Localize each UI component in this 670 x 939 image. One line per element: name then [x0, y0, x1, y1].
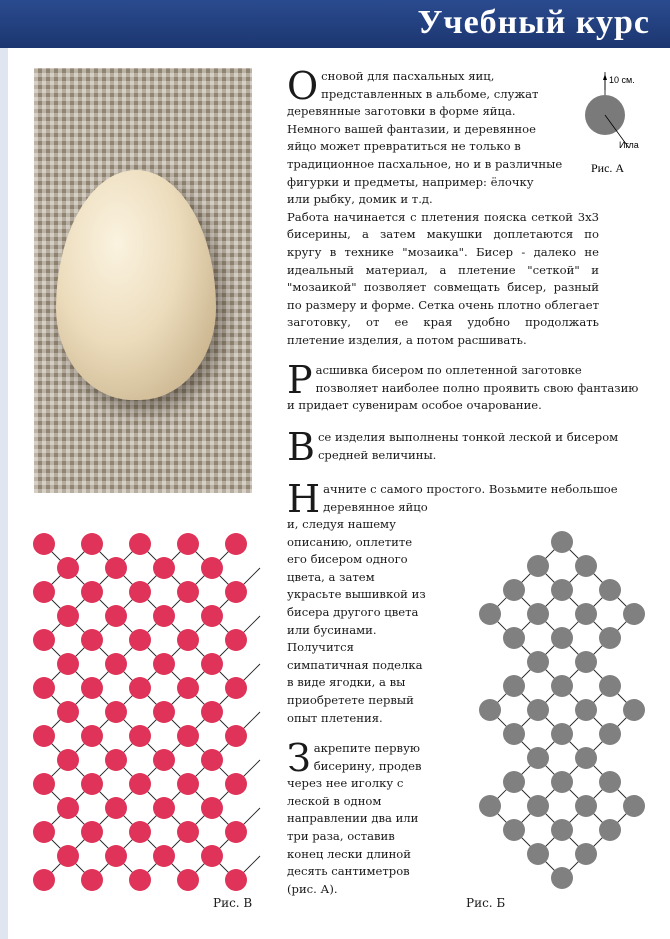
bead	[105, 749, 127, 771]
bead	[129, 725, 151, 747]
text-line: фигурки и предметы, например: ёлочку	[287, 174, 534, 189]
bead	[57, 605, 79, 627]
text-line: украсьте вышивкой из	[287, 587, 426, 602]
bead	[129, 581, 151, 603]
text-line: бисерину, продев	[313, 758, 422, 773]
materials-lines	[287, 425, 627, 469]
start-paragraph-wide	[287, 477, 627, 521]
bead	[105, 845, 127, 867]
text-line: конец лески длиной	[287, 846, 411, 861]
bead	[527, 795, 549, 817]
text-line: (рис. А).	[287, 881, 338, 896]
figure-v-caption: Рис. В	[213, 896, 253, 910]
bead	[81, 581, 103, 603]
wooden-egg	[56, 170, 216, 400]
bead	[129, 677, 151, 699]
bead	[551, 867, 573, 889]
start-lines-wide	[287, 477, 627, 521]
bead	[201, 701, 223, 723]
bead	[33, 773, 55, 795]
text-line: симпатичная поделка	[287, 657, 423, 672]
embroidery-paragraph	[287, 358, 642, 415]
figure-b-diagram	[462, 528, 662, 908]
bead	[527, 843, 549, 865]
text-line: Немного вашей фантазии, и деревянное	[287, 121, 536, 136]
bead	[527, 747, 549, 769]
text-line: его бисером одного	[287, 552, 408, 567]
figure-v-diagram	[28, 528, 268, 908]
bead	[81, 629, 103, 651]
bead	[479, 603, 501, 625]
bead	[225, 821, 247, 843]
start-lines-narrow	[287, 516, 431, 727]
bead	[105, 653, 127, 675]
bead	[81, 533, 103, 555]
bead	[33, 629, 55, 651]
figure-b-caption: Рис. Б	[466, 896, 506, 910]
bead	[177, 821, 199, 843]
bead	[599, 819, 621, 841]
page-title: Учебный курс	[417, 4, 650, 41]
bead	[201, 557, 223, 579]
bead	[575, 651, 597, 673]
fix-bead-paragraph	[287, 736, 427, 898]
bead	[177, 773, 199, 795]
bead	[503, 723, 525, 745]
bead	[225, 773, 247, 795]
text-line: или бусинами.	[287, 622, 377, 637]
bead	[479, 795, 501, 817]
bead	[105, 605, 127, 627]
materials-paragraph	[287, 425, 627, 469]
text-line: приобретете первый	[287, 692, 414, 707]
dropcap: В	[287, 425, 315, 469]
bead	[551, 771, 573, 793]
bead	[153, 845, 175, 867]
bead	[599, 723, 621, 745]
bead	[225, 869, 247, 891]
text-line: деревянные заготовки в форме яйца.	[287, 104, 516, 119]
text-line: цвета, а затем	[287, 569, 375, 584]
text-line: и придает сувенирам особое очарование.	[287, 398, 542, 413]
bead	[153, 653, 175, 675]
bead	[527, 699, 549, 721]
header-banner	[0, 0, 670, 48]
bead	[105, 797, 127, 819]
egg-photo	[34, 68, 252, 493]
bead	[503, 675, 525, 697]
bead	[551, 531, 573, 553]
bead	[177, 629, 199, 651]
bead	[527, 651, 549, 673]
bead	[503, 771, 525, 793]
bead	[177, 677, 199, 699]
bead	[153, 797, 175, 819]
bead	[81, 869, 103, 891]
text-line: яйцо может превратиться не только в	[287, 139, 521, 154]
bead	[33, 581, 55, 603]
bead	[57, 557, 79, 579]
figure-a-diagram	[585, 70, 665, 180]
text-line: средней величины.	[317, 447, 437, 462]
bead	[33, 677, 55, 699]
bead	[575, 843, 597, 865]
bead	[33, 533, 55, 555]
bead	[81, 677, 103, 699]
bead	[225, 581, 247, 603]
dropcap: Н	[287, 477, 321, 521]
arrow-up-icon	[603, 74, 607, 80]
bead	[575, 603, 597, 625]
start-paragraph-narrow	[287, 516, 431, 727]
bead	[57, 653, 79, 675]
bead	[575, 699, 597, 721]
bead	[503, 819, 525, 841]
bead	[527, 555, 549, 577]
bead	[201, 749, 223, 771]
text-line: описанию, оплетите	[287, 534, 413, 549]
dropcap: О	[287, 64, 319, 108]
bead	[33, 821, 55, 843]
bead	[81, 725, 103, 747]
bead	[105, 557, 127, 579]
bead	[129, 533, 151, 555]
intro-paragraph	[287, 64, 601, 350]
bead	[599, 675, 621, 697]
bead	[153, 749, 175, 771]
bead	[551, 627, 573, 649]
bead	[153, 557, 175, 579]
bead	[551, 675, 573, 697]
dropcap: Р	[287, 358, 313, 402]
bead	[201, 653, 223, 675]
bead	[81, 773, 103, 795]
bead	[599, 627, 621, 649]
bead	[225, 533, 247, 555]
bead	[33, 869, 55, 891]
text-line: десять сантиметров	[287, 864, 410, 879]
bead	[575, 795, 597, 817]
bead	[177, 869, 199, 891]
bead	[177, 725, 199, 747]
bead	[201, 605, 223, 627]
text-line: через нее иголку с	[287, 776, 404, 791]
bead	[153, 605, 175, 627]
bead	[105, 701, 127, 723]
technique-paragraph: Работа начинается с плетения пояска сеткой 3х3 бисерины, а затем макушки доплетаются по кругу в технике "мозаика". Бисер - далеко не идеальный материал, а плетение "сеткой" и "мозаикой" позволяет совмещать бисер, разный по размеру и форме. Сетка очень плотно облегает заготовку, от ее края удобно продолжать плетение изделия, а потом расшивать.	[287, 209, 599, 347]
text-line: три раза, оставив	[287, 828, 395, 843]
text-line: ачните с самого простого. Возьмите небольшое	[323, 482, 618, 496]
bead	[81, 821, 103, 843]
bead	[575, 555, 597, 577]
text-line: представленных в альбоме, служат	[321, 86, 539, 101]
text-line: или рыбку, домик и т.д.	[287, 192, 433, 207]
bead	[623, 603, 645, 625]
needle-label: Игла	[619, 140, 639, 150]
text-line: бисера другого цвета	[287, 604, 419, 619]
bead	[57, 845, 79, 867]
bead	[551, 579, 573, 601]
bead	[57, 797, 79, 819]
bead	[225, 629, 247, 651]
text-line: деревянное яйцо	[323, 499, 428, 514]
bead	[201, 797, 223, 819]
bead	[527, 603, 549, 625]
text-line: позволяет наиболее полно проявить свою фантазию	[315, 380, 639, 395]
bead	[129, 821, 151, 843]
bead	[551, 819, 573, 841]
bead	[503, 627, 525, 649]
bead	[225, 677, 247, 699]
text-line: в виде ягодки, а вы	[287, 675, 406, 690]
left-margin-strip	[0, 48, 8, 939]
bead	[129, 869, 151, 891]
embroidery-lines	[287, 358, 642, 415]
text-line: опыт плетения.	[287, 710, 383, 725]
bead	[599, 771, 621, 793]
text-line: традиционное пасхальное, но и в различные	[287, 156, 563, 171]
bead	[129, 629, 151, 651]
dimension-label: 10 см.	[609, 75, 635, 85]
bead	[503, 579, 525, 601]
bead	[33, 725, 55, 747]
bead	[177, 581, 199, 603]
bead	[57, 701, 79, 723]
bead	[599, 579, 621, 601]
dropcap: З	[287, 736, 311, 780]
text-line: сновой для пасхальных яиц,	[321, 69, 495, 83]
bead	[129, 773, 151, 795]
text-line: се изделия выполнены тонкой леской и бисером	[317, 430, 619, 444]
figure-a-caption: Рис. А	[591, 161, 625, 175]
text-line: акрепите первую	[313, 741, 420, 755]
bead	[623, 795, 645, 817]
bead	[575, 747, 597, 769]
bead	[225, 725, 247, 747]
bead	[551, 723, 573, 745]
bead	[623, 699, 645, 721]
text-line: и, следуя нашему	[287, 517, 396, 531]
bead	[201, 845, 223, 867]
text-line: направлении два или	[287, 811, 419, 826]
bead	[153, 701, 175, 723]
bead	[57, 749, 79, 771]
bead	[177, 533, 199, 555]
text-line: Получится	[287, 640, 354, 655]
bead	[479, 699, 501, 721]
intro-lines	[287, 64, 601, 209]
text-line: асшивка бисером по оплетенной заготовке	[315, 363, 582, 377]
text-line: леской в одном	[287, 793, 382, 808]
